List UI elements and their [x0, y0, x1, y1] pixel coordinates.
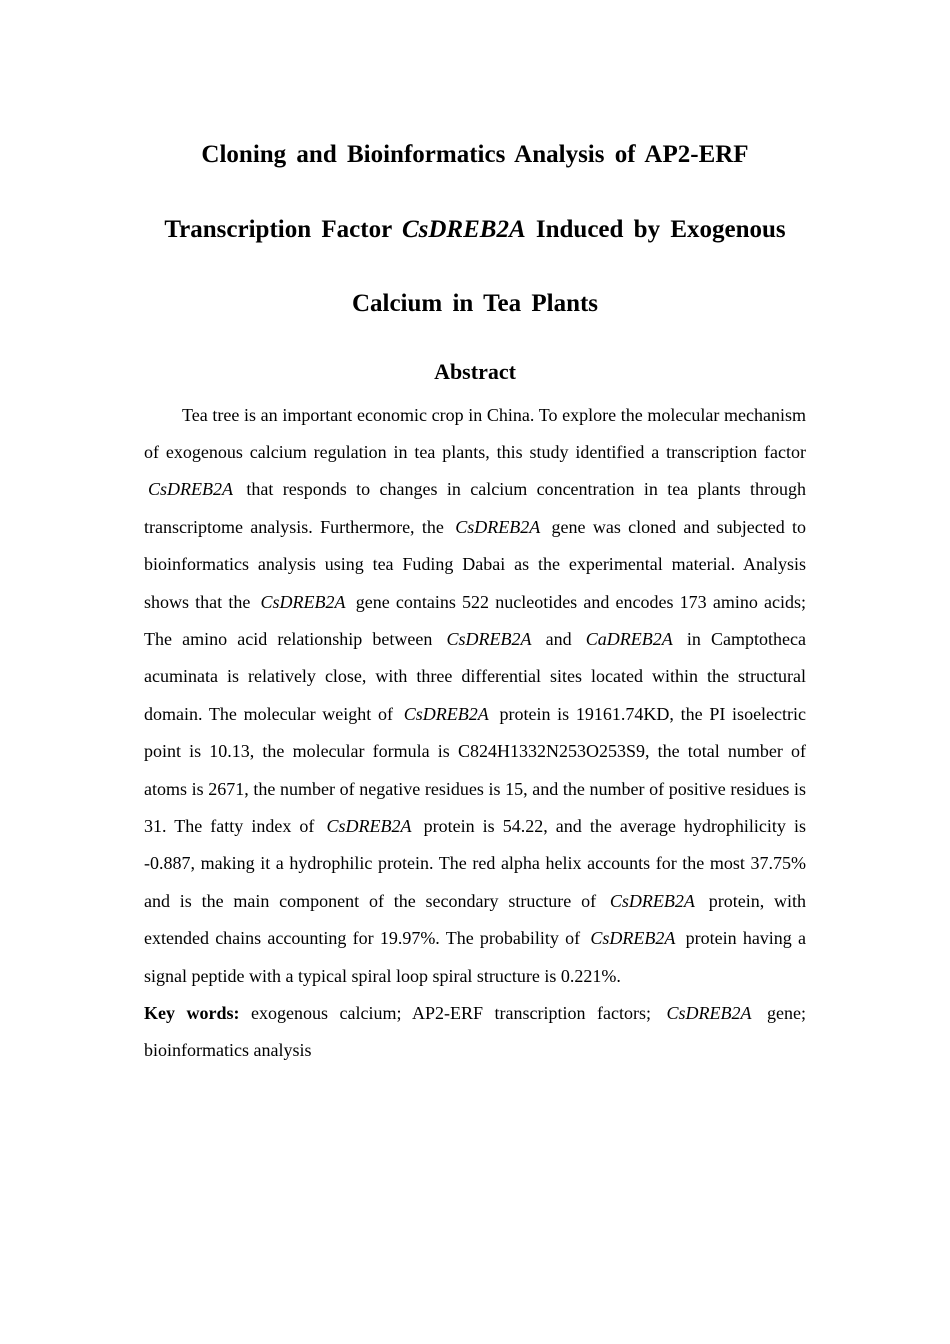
paper-page [144, 118, 806, 1070]
abstract-text: protein having a signal peptide with a typical spiral loop spiral structure is 0.221%. [144, 928, 807, 986]
title-line-2 [144, 193, 806, 268]
abstract-text: and [545, 628, 572, 649]
abstract-text: in Camptotheca acuminata is relatively close, with three differential sites located within the structural domain. The molecular weight of [144, 628, 806, 724]
title-line-2-end: Induced by Exogenous [535, 215, 786, 243]
keywords-text: gene; bioinformatics analysis [144, 1003, 806, 1061]
abstract-text: that responds to changes in calcium concentration in tea plants through transcriptome analysis. Furthermore, the [144, 479, 807, 537]
title-line-3: Calcium in Tea Plants [351, 290, 599, 317]
title-gene-name: CsDREB2A [401, 215, 526, 243]
title-line-2-start: Transcription Factor [164, 215, 392, 243]
abstract-text: gene was cloned and subjected to bioinformatics analysis using tea Fuding Dabai as the experimental material. Analysis shows that the [144, 516, 807, 612]
abstract-body [144, 397, 806, 996]
keywords-label: Key words: [144, 1003, 240, 1023]
abstract-text: protein, with extended chains accounting for 19.97%. The probability of [144, 890, 807, 949]
paper-title [144, 118, 806, 342]
abstract-gene-name: CsDREB2A [260, 591, 346, 612]
abstract-text: Tea tree is an important economic crop in China. To explore the molecular mechanism of exogenous calcium regulation in tea plants, this study identified a transcription factor [144, 404, 806, 462]
abstract-heading: Abstract [434, 358, 516, 384]
abstract-gene-name: CsDREB2A [590, 928, 676, 949]
abstract-text: protein is 19161.74KD, the PI isoelectric point is 10.13, the molecular formula is C824H1332N253O253S9, the total number of atoms is 2671, the number of negative residues is 15, and the number of positive residues is 31. The fatty index of [144, 703, 807, 836]
abstract-gene-name: CaDREB2A [585, 628, 673, 649]
keywords-gene-name: CsDREB2A [666, 1003, 752, 1023]
abstract-text: gene contains 522 nucleotides and encodes 173 amino acids; The amino acid relationship between [144, 591, 807, 649]
abstract-gene-name: CsDREB2A [455, 516, 541, 537]
keywords-text: exogenous calcium; AP2-ERF transcription factors; [251, 1003, 651, 1023]
abstract-gene-name: CsDREB2A [609, 890, 695, 911]
abstract-text: protein is 54.22, and the average hydrophilicity is -0.887, making it a hydrophilic protein. The red alpha helix accounts for the most 37.75% and is the main component of the secondary structure of [144, 815, 806, 911]
keywords-paragraph [144, 995, 806, 1070]
title-line-1: Cloning and Bioinformatics Analysis of AP2-ERF [201, 141, 749, 168]
abstract-gene-name: CsDREB2A [403, 703, 489, 724]
abstract-gene-name: CsDREB2A [148, 479, 233, 500]
abstract-gene-name: CsDREB2A [446, 628, 532, 649]
abstract-gene-name: CsDREB2A [326, 815, 412, 836]
